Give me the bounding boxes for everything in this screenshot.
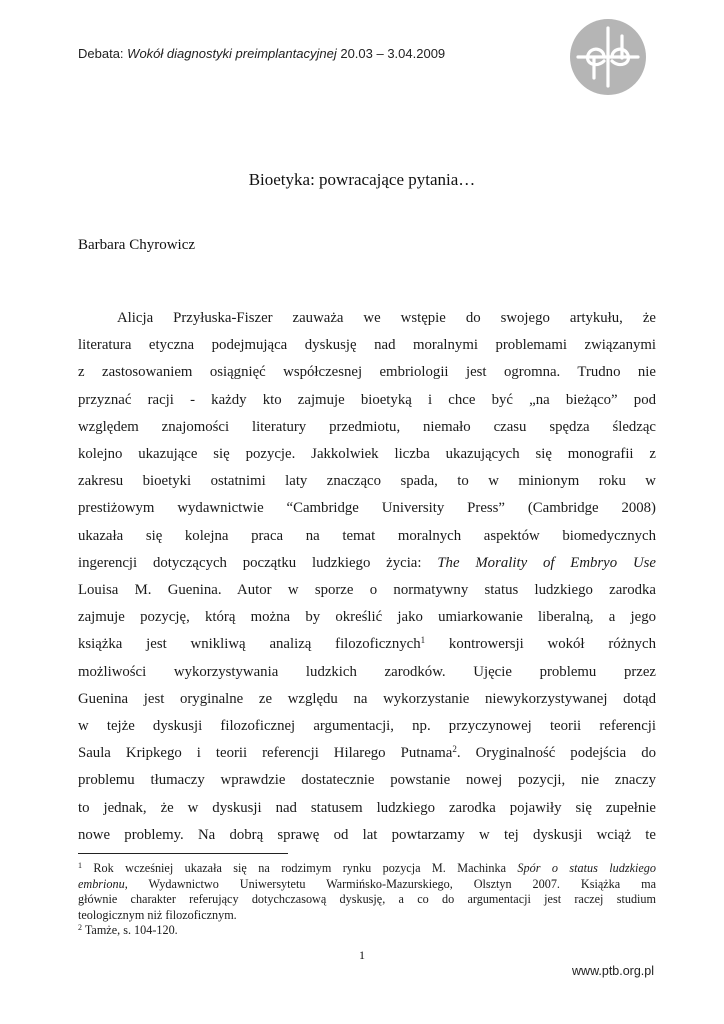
body-line [78,550,656,577]
body-text-run: kontrowersji wokół różnych [425,636,657,653]
ptb-logo-icon [569,18,647,96]
document-title: Bioetyka: powracające pytania… [248,170,476,189]
footnote-1-number: 1 [78,861,82,870]
page-number: 1 [359,948,365,962]
body-line: przyznać racji - każdy kto zajmuje bioetyką i chce być „na bieżąco” pod [78,391,656,408]
footnote-1-line: teologicznym niż filozoficznym. [78,907,237,922]
body-line: to jednak, że w dyskusji nad statusem ludzkiego zarodka pojawiły się zupełnie [78,799,656,816]
document-header [78,46,445,61]
footnote-divider [78,853,288,854]
footnote-1-line [78,877,656,893]
body-line: problemu tłumaczy wprawdzie dostatecznie powstanie nowej pozycji, nie znaczy [78,772,656,789]
footnote-text: Wydawnictwo Uniwersytetu Warmińsko-Mazurskiego, Olsztyn 2007. Książka ma [127,876,656,891]
body-line: nowe problemy. Na dobrą sprawę od lat powtarzamy w tej dyskusji wciąż te [78,826,656,843]
body-text-run: Saula Kripkego i teorii referencji Hilarego Putnama [78,745,453,762]
body-line: względem znajomości literatury przedmiotu, niemało czasu spędza śledząc [78,418,656,435]
body-line: literatura etyczna podejmująca dyskusję nad moralnymi problemami związanymi [78,337,656,354]
body-text-run: . Oryginalność podejścia do [456,745,656,762]
body-text-run: ingerencji dotyczących początku ludzkiego życia: [78,554,438,571]
header-prefix: Debata: [78,46,124,61]
footnote-1-line [78,861,656,877]
body-line: Louisa M. Guenina. Autor w sporze o normatywny status ludzkiego zarodka [78,582,656,599]
footnote-ref-2[interactable]: 2 [452,744,457,755]
footnote-2-number: 2 [78,923,82,933]
body-line: możliwości wykorzystywania ludzkich zarodków. Ujęcie problemu przez [78,663,656,680]
body-line: zajmuje pozycję, którą można by określić jako umiarkowanie liberalną, a jego [78,609,656,626]
body-line: kolejno ukazujące się pozycje. Jakkolwiek liczba ukazujących się monografii z [78,446,656,463]
footer-url[interactable]: www.ptb.org.pl [572,964,654,978]
body-text-run: książka jest wnikliwą analizą filozoficznych [78,636,421,653]
book-title: The Morality of Embryo Use [437,554,656,571]
body-line [78,631,656,658]
footnote-1-line: głównie charakter referujący dotychczasową dyskusję, a co do argumentacji jest raczej studium [78,892,656,907]
body-line: Alicja Przyłuska-Fiszer zauważa we wstępie do swojego artykułu, że [117,310,656,326]
footnote-book-title: Spór o status ludzkiego [517,861,656,875]
footnote-book-title: embrionu, [78,876,128,891]
body-line [78,740,656,767]
author-name: Barbara Chyrowicz [78,237,196,253]
footnote-text: Tamże, s. 104-120. [82,923,178,938]
body-line: zakresu bioetyki ostatnimi laty znacząco spada, to w minionym roku w [78,473,656,490]
article-body [78,305,656,849]
footnote-ref-1[interactable]: 1 [420,635,426,646]
body-line: ukazała się kolejna praca na temat moralnych aspektów biomedycznych [78,527,656,544]
body-line: Guenina jest oryginalne ze względu na wykorzystanie niewykorzystywanej dotąd [78,690,656,707]
footnote-text: Rok wcześniej ukazała się na rodzimym rynku pozycja M. Machinka [82,861,518,875]
header-debate-title: Wokół diagnostyki preimplantacyjnej [127,46,337,61]
footnote-2-line [78,923,656,939]
header-dates: 20.03 – 3.04.2009 [340,46,446,61]
footnotes [78,861,656,939]
body-line: z zastosowaniem osiągnięć współczesnej embriologii jest ogromna. Trudno nie [78,364,656,381]
body-line: w tejże dyskusji filozoficznej argumentacji, np. przyczynowej teorii referencji [78,718,656,735]
body-line: prestiżowym wydawnictwie “Cambridge University Press” (Cambridge 2008) [78,500,656,517]
